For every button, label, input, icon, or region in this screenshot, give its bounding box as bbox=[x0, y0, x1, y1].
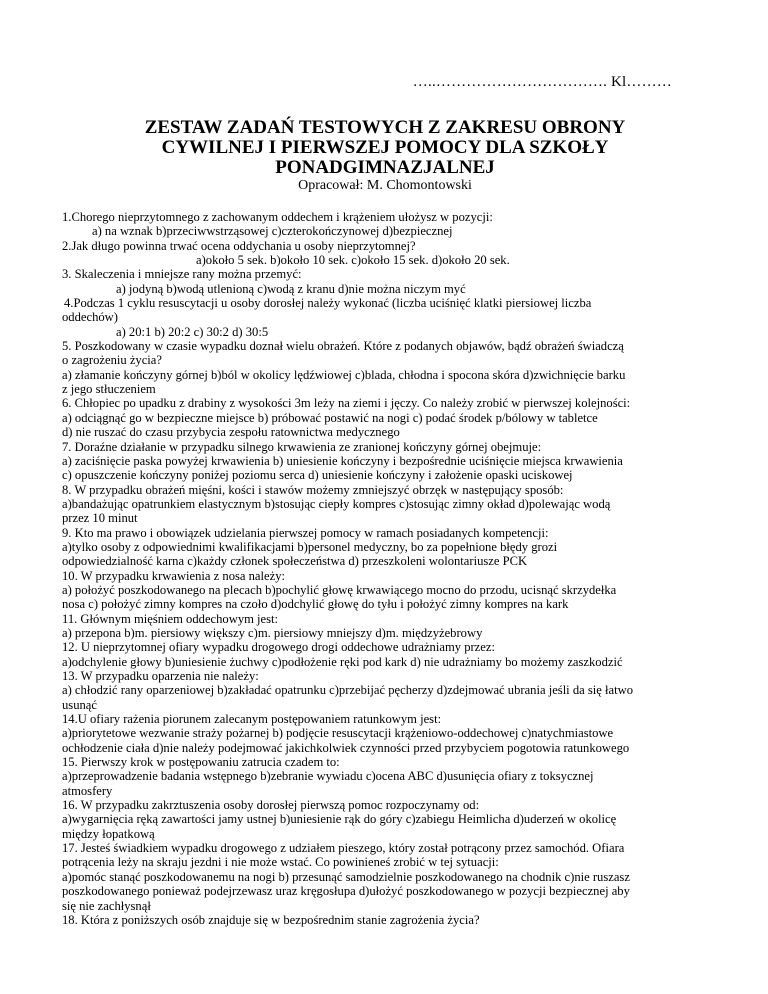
text-line: c) opuszczenie kończyny poniżej poziomu serca d) uniesienie kończyny i założenie opaski uciskowej bbox=[62, 468, 573, 483]
document-title bbox=[62, 118, 708, 178]
text-line: przez 10 minut bbox=[62, 511, 138, 526]
text-line: a) 20:1 b) 20:2 c) 30:2 d) 30:5 bbox=[116, 324, 269, 339]
text-line: a)około 5 sek. b)około 10 sek. c)około 15 sek. d)około 20 sek. bbox=[196, 253, 510, 268]
text-line: z jego stłuczeniem bbox=[62, 382, 156, 397]
text-line: się nie zachłysnął bbox=[62, 898, 151, 913]
text-line: a) zaciśnięcie paska powyżej krwawienia b) uniesienie kończyny i bezpośrednie uciśnięcie miejsca krwawienia bbox=[62, 453, 623, 468]
text-line: a)odchylenie głowy b)uniesienie żuchwy c)podłożenie ręki pod kark d) nie udrażniamy bo możemy zaszkodzić bbox=[62, 654, 623, 669]
text-line: a)bandażując opatrunkiem elastycznym b)stosując ciepły kompres c)stosując zimny okład d)polewając wodą bbox=[62, 496, 611, 511]
text-line: usunąć bbox=[62, 697, 97, 712]
text-line: 4.Podczas 1 cyklu resuscytacji u osoby dorosłej należy wykonać (liczba uciśnięć klatki piersiowej liczba bbox=[64, 296, 592, 311]
text-line: oddechów) bbox=[62, 310, 118, 325]
text-line: a)przeprowadzenie badania wstępnego b)zebranie wywiadu c)ocena ABC d)usunięcia ofiary z toksycznej bbox=[62, 769, 594, 784]
text-line: atmosfery bbox=[62, 783, 113, 798]
text-line: 17. Jesteś świadkiem wypadku drogowego z udziałem pieszego, który został potrącony przez samochód. Ofiara bbox=[62, 841, 625, 856]
title-line-1: ZESTAW ZADAŃ TESTOWYCH Z ZAKRESU OBRONY bbox=[144, 117, 626, 138]
title-line-3: PONADGIMNAZJALNEJ bbox=[275, 157, 495, 178]
text-line: 11. Głównym mięśniem oddechowym jest: bbox=[62, 611, 279, 626]
text-line: ochłodzenie ciała d)nie należy podejmować jakichkolwiek czynności przed przybyciem pogotowia ratunkowego bbox=[62, 740, 630, 755]
text-line: 5. Poszkodowany w czasie wypadku doznał wielu obrażeń. Które z podanych objawów, bądź obrażeń świadczą bbox=[62, 339, 624, 354]
text-line: 9. Kto ma prawo i obowiązek udzielania pierwszej pomocy w ramach posiadanych kompetencji: bbox=[62, 525, 549, 540]
text-line: a)wygarnięcia ręką zawartości jamy ustnej b)uniesienie rąk do góry c)zabiegu Heimlicha d)uderzeń w okolicę bbox=[62, 812, 617, 827]
title-line-2: CYWILNEJ I PIERWSZEJ POMOCY DLA SZKOŁY bbox=[161, 137, 609, 158]
text-line: 14.U ofiary rażenia piorunem zalecanym postępowaniem ratunkowym jest: bbox=[62, 712, 442, 727]
text-line: 15. Pierwszy krok w postępowaniu zatrucia czadem to: bbox=[62, 755, 340, 770]
text-line: a) na wznak b)przeciwwstrząsowej c)czterokończynowej d)bezpiecznej bbox=[92, 224, 453, 239]
name-class-field: …..……………………………. Kl……… bbox=[412, 74, 672, 90]
test-questions bbox=[62, 210, 712, 927]
text-line: potrącenia leży na skraju jezdni i nie może wstać. Co powinieneś zrobić w tej sytuacji: bbox=[62, 855, 499, 870]
text-line: a) złamanie kończyny górnej b)ból w okolicy lędźwiowej c)blada, chłodna i spocona skóra d)zwichnięcie barku bbox=[62, 367, 626, 382]
text-line: d) nie ruszać do czasu przybycia zespołu ratownictwa medycznego bbox=[62, 425, 400, 440]
author-line: Opracował: M. Chomontowski bbox=[298, 178, 472, 193]
text-line: 12. U nieprzytomnej ofiary wypadku drogowego drogi oddechowe udrażniamy przez: bbox=[62, 640, 495, 655]
text-line: 13. W przypadku oparzenia nie należy: bbox=[62, 669, 259, 683]
text-line: 8. W przypadku obrażeń mięśni, kości i stawów możemy zmniejszyć obrzęk w następujący sposób: bbox=[62, 482, 564, 497]
text-line: a) odciągnąć go w bezpieczne miejsce b) próbować postawić na nogi c) podać środek p/bólowy w tabletce bbox=[62, 410, 598, 425]
text-line: a) położyć poszkodowanego na plecach b)pochylić głowę krwawiącego mocno do przodu, ucisnąć skrzydełka bbox=[62, 582, 617, 597]
text-line: o zagrożeniu życia? bbox=[62, 353, 162, 368]
text-line: 10. W przypadku krwawienia z nosa należy: bbox=[62, 568, 285, 583]
text-line: 3. Skaleczenia i mniejsze rany można przemyć: bbox=[62, 267, 302, 282]
text-line: a)tylko osoby z odpowiednimi kwalifikacjami b)personel medyczny, bo za popełnione błędy grozi bbox=[62, 539, 558, 554]
text-line: a)pomóc stanąć poszkodowanemu na nogi b) przesunąć samodzielnie poszkodowanego na chodnik c)nie ruszasz bbox=[62, 869, 630, 884]
text-line: a)priorytetowe wezwanie straży pożarnej b) podjęcie resuscytacji krążeniowo-oddechowej c)natychmiastowe bbox=[62, 726, 614, 741]
text-line: odpowiedzialność karna c)każdy członek społeczeństwa d) przeszkoleni wolontariusze PCK bbox=[62, 554, 528, 569]
text-line: 18. Która z poniższych osób znajduje się w bezpośrednim stanie zagrożenia życia? bbox=[62, 912, 480, 927]
text-line: 1.Chorego nieprzytomnego z zachowanym oddechem i krążeniem ułożysz w pozycji: bbox=[62, 210, 493, 224]
text-line: 6. Chłopiec po upadku z drabiny z wysokości 3m leży na ziemi i jęczy. Co należy zrobić w pierwszej kolejności: bbox=[62, 396, 631, 411]
text-line: poszkodowanego ponieważ podejrzewasz uraz kręgosłupa d)ułożyć poszkodowanego w pozycji bezpiecznej aby bbox=[62, 884, 630, 899]
text-line: 2.Jak długo powinna trwać ocena oddychania u osoby nieprzytomnej? bbox=[62, 238, 416, 253]
text-line: między łopatkową bbox=[62, 826, 155, 841]
text-line: 16. W przypadku zakrztuszenia osoby dorosłej pierwszą pomoc rozpoczynamy od: bbox=[62, 798, 480, 813]
text-line: a) przepona b)m. piersiowy większy c)m. piersiowy mniejszy d)m. międzyżebrowy bbox=[62, 625, 483, 640]
text-line: 7. Doraźne działanie w przypadku silnego krwawienia ze zranionej kończyny górnej obejmuje: bbox=[62, 439, 542, 454]
text-line: a) chłodzić rany oparzeniowej b)zakładać opatrunku c)przebijać pęcherzy d)zdejmować ubrania jeśli da się łatwo bbox=[62, 683, 633, 698]
text-line: a) jodyną b)wodą utlenioną c)wodą z kranu d)nie można niczym myć bbox=[116, 281, 466, 296]
text-line: nosa c) położyć zimny kompres na czoło d)odchylić głowę do tyłu i położyć zimny kompres na kark bbox=[62, 597, 569, 612]
